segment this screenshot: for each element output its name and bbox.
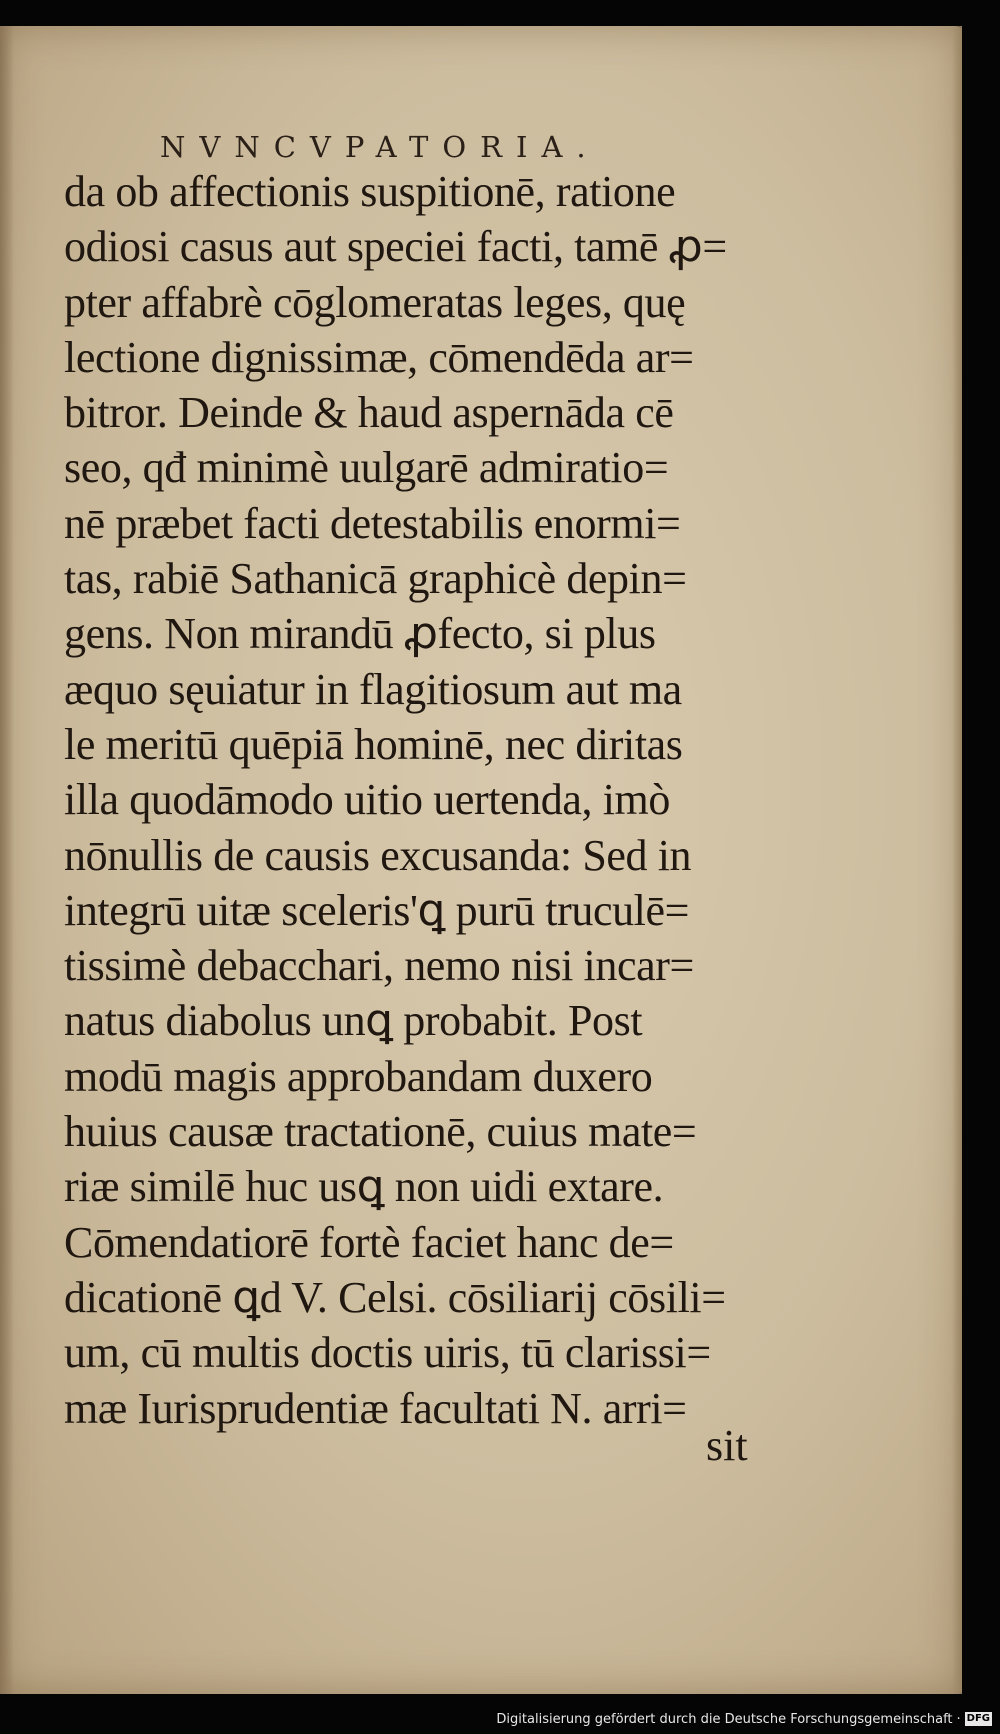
text-line: huius causæ tractationē, cuius mate= (64, 1107, 697, 1157)
text-line: nōnullis de causis excusanda: Sed in (64, 830, 692, 880)
text-line: bitror. Deinde & haud aspernāda cē (64, 388, 674, 438)
text-line: dicationē ꝗd V. Celsi. cōsiliarij cōsili= (64, 1272, 726, 1322)
running-head: NVNCVPATORIA. (160, 130, 600, 164)
digitization-credit (496, 1706, 992, 1732)
book-page (0, 26, 962, 1694)
text-line: nē præbet facti detestabilis enormi= (64, 498, 681, 548)
text-line: natus diabolus unꝗ probabit. Post (64, 996, 643, 1046)
text-line: odiosi casus aut speciei facti, tamē ꝓ= (64, 222, 727, 272)
text-line: integrū uitæ sceleris'ꝗ purū truculē= (64, 885, 690, 935)
dfg-logo: DFG (966, 1713, 990, 1724)
credit-text: Digitalisierung gefördert durch die Deutsche Forschungsgemeinschaft (496, 1711, 953, 1727)
text-line: riæ similē huc usꝗ non uidi extare. (64, 1162, 664, 1212)
catchword: sit (706, 1421, 748, 1470)
text-line: um, cū multis doctis uiris, tū clarissi= (64, 1328, 711, 1378)
separator-dot: · (956, 1711, 961, 1727)
text-line: pter affabrè cōglomeratas leges, quę (64, 277, 686, 327)
text-line: modū magis approbandam duxero (64, 1051, 653, 1101)
text-line: Cōmendatiorē fortè faciet hanc de= (64, 1217, 674, 1267)
text-line: seo, qđ minimè uulgarē admiratio= (64, 443, 669, 493)
text-line: tas, rabiē Sathanicā graphicè depin= (64, 554, 687, 604)
text-line: tissimè debacchari, nemo nisi incar= (64, 941, 694, 991)
text-line: æquo sęuiatur in flagitiosum aut ma (64, 664, 682, 714)
text-line: da ob affectionis suspitionē, ratione (64, 167, 676, 216)
text-line: mæ Iurisprudentiæ facultati N. arri= (64, 1383, 687, 1433)
text-line: lectione dignissimæ, cōmendēda ar= (64, 332, 694, 382)
text-line: illa quodāmodo uitio uertenda, imò (64, 775, 670, 825)
text-line: le meritū quēpiā hominē, nec diritas (64, 719, 683, 769)
text-line: gens. Non mirandū ꝓfecto, si plus (64, 609, 656, 659)
body-text (64, 164, 764, 1436)
